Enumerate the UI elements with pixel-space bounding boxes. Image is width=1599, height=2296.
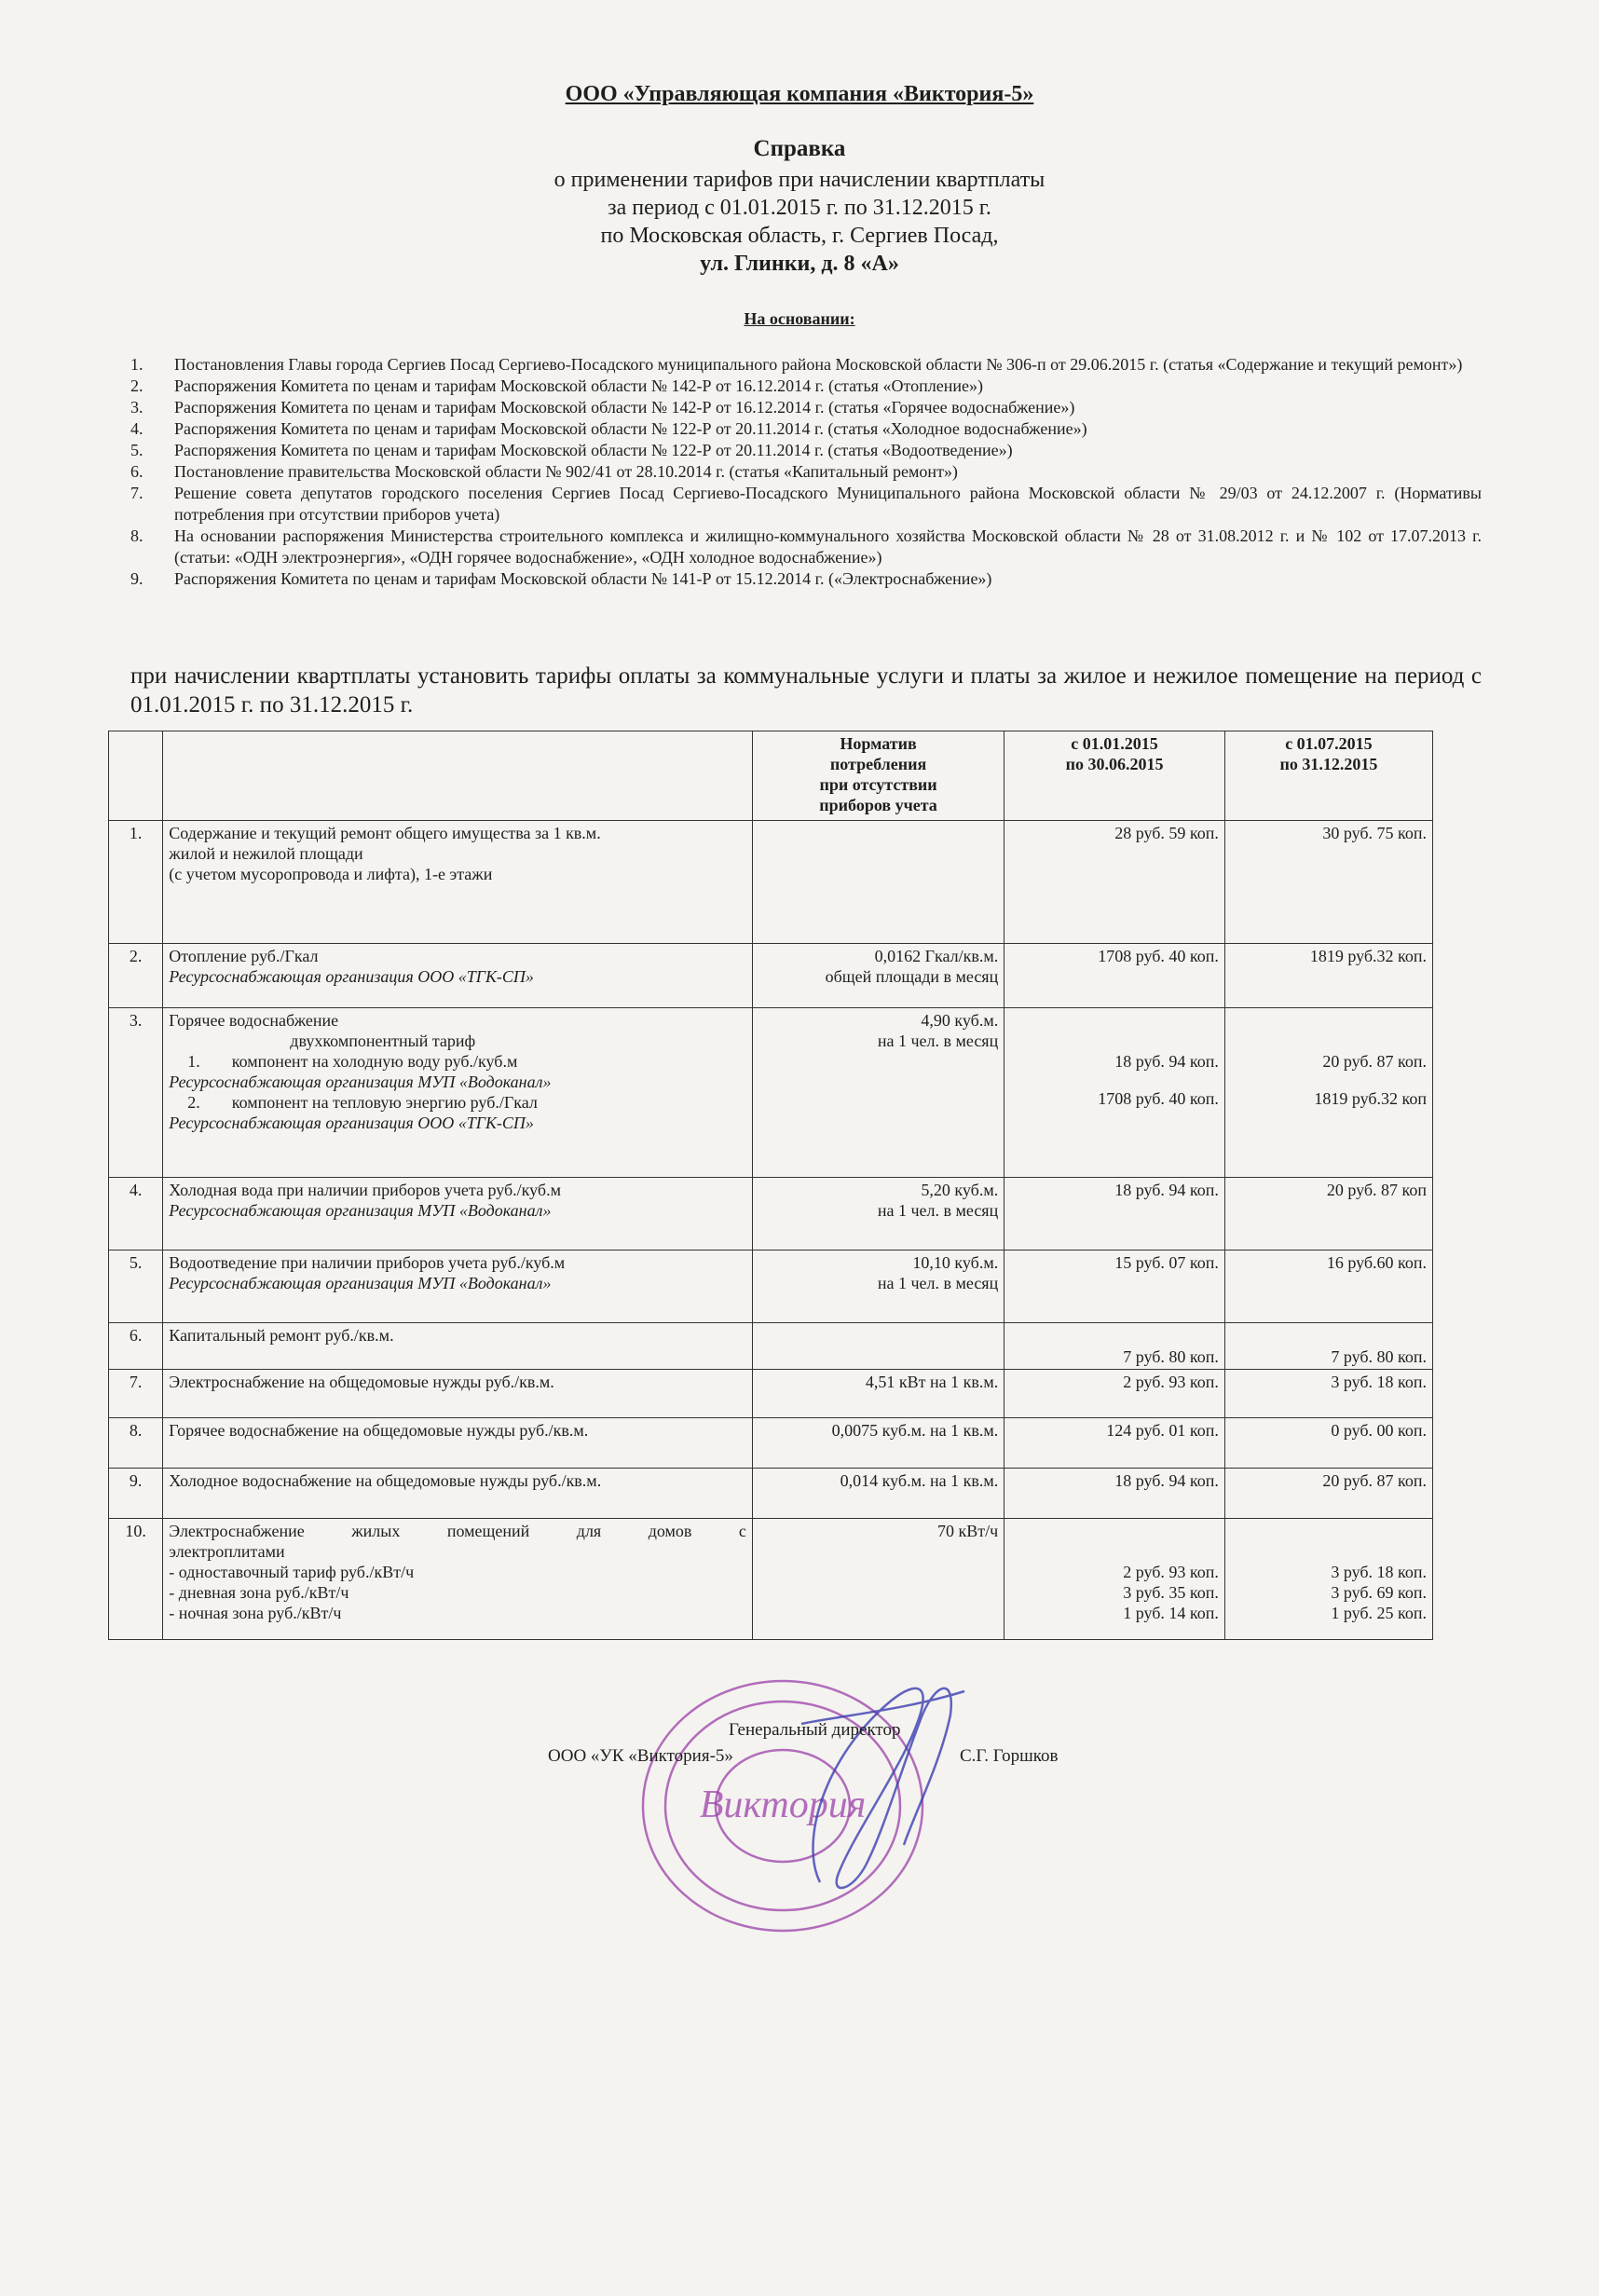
subtitle-line-3: по Московская область, г. Сергиев Посад,: [600, 224, 999, 248]
header-norm: Норматив потребления при отсутствии приборов учета: [752, 731, 1004, 821]
signature-organization: ООО «УК «Виктория-5»: [548, 1746, 733, 1766]
table-row: 9. Холодное водоснабжение на общедомовые нужды руб./кв.м. 0,014 куб.м. на 1 кв.м. 18 руб. 94 коп. 20 руб. 87 коп.: [109, 1469, 1433, 1519]
signature-title: Генеральный директор: [729, 1720, 901, 1740]
document-title: Справка: [753, 136, 846, 161]
basis-item: 1. Постановления Главы города Сергиев Посад Сергиево-Посадского муниципального района Московской области № 306-п от 29.06.2015 г. (статья «Содержание и текущий ремонт»): [130, 355, 1463, 374]
stamp-text: Виктория: [699, 1784, 867, 1826]
table-row: 10. Электроснабжение жилых помещений для домов с электроплитами - одноставочный тариф руб./кВт/ч - дневная зона руб./кВт/ч - ночная зона руб./кВт/ч 70 кВт/ч 2 руб. 93 коп. 3 руб. 35 коп. 1 руб. 14 коп. 3 руб. 18 коп. 3 руб. 69 коп. 1 руб. 25 коп.: [109, 1519, 1433, 1640]
basis-item: 4. Распоряжения Комитета по ценам и тарифам Московской области № 122-Р от 20.11.2014 г. (статья «Холодное водоснабжение»): [130, 419, 1087, 438]
basis-item: 6. Постановление правительства Московской области № 902/41 от 28.10.2014 г. (статья «Капитальный ремонт»): [130, 462, 958, 481]
subtitle-line-2: за период с 01.01.2015 г. по 31.12.2015 г.: [608, 196, 991, 220]
table-row: 1. Содержание и текущий ремонт общего имущества за 1 кв.м. жилой и нежилой площади (с учетом мусоропровода и лифта), 1-е этажи 28 руб. 59 коп. 30 руб. 75 коп.: [109, 821, 1433, 944]
tariff-table: [108, 731, 1433, 1640]
table-row: 6. Капитальный ремонт руб./кв.м. 7 руб. 80 коп. 7 руб. 80 коп.: [109, 1323, 1433, 1370]
header-num: [109, 731, 163, 821]
header-period-2: с 01.07.2015 по 31.12.2015: [1224, 731, 1432, 821]
handwritten-signature: [764, 1659, 988, 1901]
basis-heading: На основании:: [744, 309, 855, 328]
signature-name: С.Г. Горшков: [960, 1746, 1059, 1766]
table-row: 5. Водоотведение при наличии приборов учета руб./куб.м Ресурсоснабжающая организация МУП «Водоканал» 10,10 куб.м. на 1 чел. в месяц 15 руб. 07 коп. 16 руб.60 коп.: [109, 1250, 1433, 1323]
basis-list: [130, 354, 1482, 590]
table-row: 7. Электроснабжение на общедомовые нужды руб./кв.м. 4,51 кВт на 1 кв.м. 2 руб. 93 коп. 3 руб. 18 коп.: [109, 1370, 1433, 1418]
table-row: 8. Горячее водоснабжение на общедомовые нужды руб./кв.м. 0,0075 куб.м. на 1 кв.м. 124 руб. 01 коп. 0 руб. 00 коп.: [109, 1418, 1433, 1469]
basis-item: 9. Распоряжения Комитета по ценам и тарифам Московской области № 141-Р от 15.12.2014 г. («Электроснабжение»): [130, 569, 992, 588]
basis-item: 5. Распоряжения Комитета по ценам и тарифам Московской области № 122-Р от 20.11.2014 г. (статья «Водоотведение»): [130, 441, 1013, 459]
basis-item: 7. Решение совета депутатов городского поселения Сергиев Посад Сергиево-Посадского Муниципального района Московской области № 29/03 от 24.12.2007 г. (Нормативы потребления при отсутствии приборов учета): [130, 484, 1482, 524]
basis-item: 2. Распоряжения Комитета по ценам и тарифам Московской области № 142-Р от 16.12.2014 г. (статья «Отопление»): [130, 376, 983, 395]
table-row: 2. Отопление руб./Гкал Ресурсоснабжающая организация ООО «ТГК-СП» 0,0162 Гкал/кв.м. общей площади в месяц 1708 руб. 40 коп. 1819 руб.32 коп.: [109, 944, 1433, 1008]
organization-title: ООО «Управляющая компания «Виктория-5»: [565, 82, 1034, 106]
table-row: 3. Горячее водоснабжение двухкомпонентный тариф 1. компонент на холодную воду руб./куб.м Ресурсоснабжающая организация МУП «Водоканал» 2. компонент на тепловую энергию руб./Гкал Ресурсоснабжающая организация ООО «ТГК-СП» 4,90 куб.м. на 1 чел. в месяц 18 руб. 94 коп. 1708 руб. 40 коп. 20 руб. 87 коп. 1819 руб.32 коп: [109, 1008, 1433, 1178]
header-period-1: с 01.01.2015 по 30.06.2015: [1004, 731, 1225, 821]
header-name: [163, 731, 753, 821]
intro-paragraph: при начислении квартплаты установить тарифы оплаты за коммунальные услуги и платы за жилое и нежилое помещение на период с 01.01.2015 г. по 31.12.2015 г.: [130, 663, 1482, 718]
table-header-row: [109, 731, 1433, 821]
basis-item: 8. На основании распоряжения Министерства строительного комплекса и жилищно-коммунального хозяйства Московской области № 28 от 31.08.2012 г. и № 102 от 17.07.2013 г. (статьи: «ОДН электроэнергия», «ОДН горячее водоснабжение», «ОДН холодное водоснабжение»): [130, 526, 1482, 567]
basis-item: 3. Распоряжения Комитета по ценам и тарифам Московской области № 142-Р от 16.12.2014 г. (статья «Горячее водоснабжение»): [130, 398, 1075, 417]
address: ул. Глинки, д. 8 «А»: [700, 252, 899, 276]
subtitle-line-1: о применении тарифов при начислении квартплаты: [554, 168, 1046, 192]
table-row: 4. Холодная вода при наличии приборов учета руб./куб.м Ресурсоснабжающая организация МУП «Водоканал» 5,20 куб.м. на 1 чел. в месяц 18 руб. 94 коп. 20 руб. 87 коп: [109, 1178, 1433, 1250]
